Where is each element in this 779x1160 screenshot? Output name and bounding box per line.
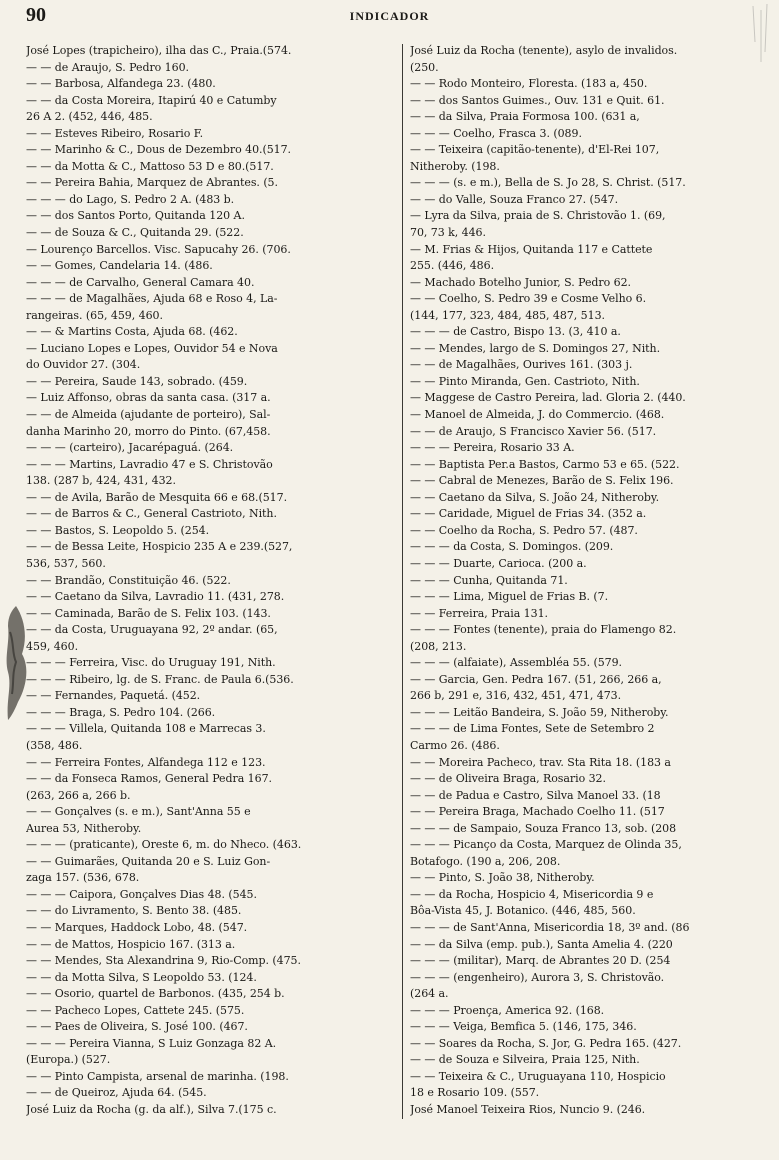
left-column-entry-line: (Europa.) (527.: [26, 1053, 111, 1067]
right-column-entry-line: — — Baptista Per.a Bastos, Carmo 53 e 65. (522.: [410, 457, 680, 471]
left-column-entry-line: — — Paes de Oliveira, S. José 100. (467.: [26, 1020, 248, 1034]
right-column-entry-line: — — Mendes, largo de S. Domingos 27, Nith.: [410, 341, 661, 355]
right-column-entry-line: — — Rodo Monteiro, Floresta. (183 a, 450.: [410, 77, 648, 91]
left-column-entry-line: — — — Villela, Quitanda 108 e Marrecas 3.: [26, 722, 266, 736]
right-column-entry-line: — — — (alfaiate), Assembléa 55. (579.: [410, 656, 623, 670]
right-column-entry-line: Nitheroby. (198.: [410, 159, 500, 173]
right-column-entry-line: — — — Fontes (tenente), praia do Flamengo 82.: [410, 623, 677, 637]
left-column-entry-line: — — de Mattos, Hospicio 167. (313 a.: [26, 937, 236, 951]
right-column-entry-line: José Luiz da Rocha (tenente), asylo de invalidos.: [410, 44, 678, 57]
right-column-entry-line: — — — Cunha, Quitanda 71.: [410, 573, 568, 587]
right-column-entry-line: — — Ferreira, Praia 131.: [410, 606, 548, 620]
right-column-entry-line: — — Soares da Rocha, S. Jor, G. Pedra 165. (427.: [410, 1036, 682, 1050]
left-column-entry-line: — — da Costa, Uruguayana 92, 2º andar. (65,: [26, 623, 278, 637]
right-column-entry-line: — Lyra da Silva, praia de S. Christovão 1. (69,: [410, 209, 666, 223]
right-column-entry-line: — — dos Santos Guimes., Ouv. 131 e Quit. 61.: [410, 93, 665, 107]
right-column-entry-line: José Manoel Teixeira Rios, Nuncio 9. (246.: [410, 1103, 646, 1116]
left-column-entry-line: — — — Caipora, Gonçalves Dias 48. (545.: [26, 887, 257, 901]
left-column-entry-line: (358, 486.: [26, 738, 83, 752]
left-column-entry-line: — — Gomes, Candelaria 14. (486.: [26, 259, 213, 273]
right-column-entry-line: Carmo 26. (486.: [410, 738, 500, 752]
left-column-entry-line: — Luiz Affonso, obras da santa casa. (317 a.: [26, 391, 271, 405]
right-column-entry-line: (144, 177, 323, 484, 485, 487, 513.: [410, 308, 605, 322]
left-column-entry-line: — — de Barros & C., General Castrioto, Nith.: [26, 507, 277, 521]
left-column-entry-line: — Luciano Lopes e Lopes, Ouvidor 54 e Nova: [26, 341, 278, 355]
right-column-entry-line: — — Coelho, S. Pedro 39 e Cosme Velho 6.: [410, 292, 647, 306]
right-column-entry-line: — — — da Costa, S. Domingos. (209.: [410, 540, 614, 554]
left-column-entry-line: do Ouvidor 27. (304.: [26, 358, 141, 372]
right-column-entry-line: — — Teixeira (capitão-tenente), d'El-Rei 107,: [410, 143, 660, 157]
left-column-entry-line: — — de Queiroz, Ajuda 64. (545.: [26, 1086, 207, 1100]
left-column-entry-line: — — Ferreira Fontes, Alfandega 112 e 123.: [26, 755, 266, 769]
left-column-entry-line: — — Guimarães, Quitanda 20 e S. Luiz Gon-: [26, 854, 271, 868]
right-column-entry-line: — — — de Castro, Bispo 13. (3, 410 a.: [410, 325, 621, 339]
right-column-entry-line: — — Pinto Miranda, Gen. Castrioto, Nith.: [410, 374, 640, 388]
right-column-entry-line: — — — Lima, Miguel de Frias B. (7.: [410, 590, 609, 604]
right-column-entry-line: Botafogo. (190 a, 206, 208.: [410, 854, 561, 868]
right-column: [410, 43, 759, 1119]
left-column-entry-line: — — Pacheco Lopes, Cattete 245. (575.: [26, 1003, 245, 1017]
right-column-entry-line: — — — Duarte, Carioca. (200 a.: [410, 556, 587, 570]
right-column-entry-line: — — da Rocha, Hospicio 4, Misericordia 9 e: [410, 887, 654, 901]
right-column-entry-line: — Machado Botelho Junior, S. Pedro 62.: [410, 275, 631, 289]
right-column-entry-line: (208, 213.: [410, 639, 467, 653]
left-column-entry-line: — — Esteves Ribeiro, Rosario F.: [26, 126, 204, 140]
right-column-entry-line: — — Garcia, Gen. Pedra 167. (51, 266, 266 a,: [410, 672, 662, 686]
right-column-entry-line: 18 e Rosario 109. (557.: [410, 1086, 540, 1100]
right-column-entry-line: — — de Araujo, S Francisco Xavier 56. (517.: [410, 424, 657, 438]
left-column-entry-line: — — de Almeida (ajudante de porteiro), Sal-: [26, 408, 271, 422]
left-column-entry-line: — — — do Lago, S. Pedro 2 A. (483 b.: [26, 192, 235, 206]
right-column-entry-line: — — de Souza e Silveira, Praia 125, Nith.: [410, 1053, 640, 1067]
left-column-entry-line: — — de Avila, Barão de Mesquita 66 e 68.(517.: [26, 490, 288, 504]
left-column-entry-line: José Luiz da Rocha (g. da alf.), Silva 7.(175 c.: [26, 1103, 277, 1116]
left-column-entry-line: — — Caminada, Barão de S. Felix 103. (143.: [26, 606, 271, 620]
right-column-entry-line: (250.: [410, 60, 439, 74]
left-column-entry-line: — — Gonçalves (s. e m.), Sant'Anna 55 e: [26, 805, 251, 819]
left-column-entry-line: — — — Martins, Lavradio 47 e S. Christovão: [26, 457, 273, 471]
right-column-entry-line: — — do Valle, Souza Franco 27. (547.: [410, 192, 619, 206]
bleed-through-mark-icon: [749, 2, 771, 92]
left-column-entry-line: danha Marinho 20, morro do Pinto. (67,458.: [26, 424, 271, 438]
right-column-entry-line: — — Pinto, S. João 38, Nitheroby.: [410, 871, 595, 885]
left-column-entry-line: — — dos Santos Porto, Quitanda 120 A.: [26, 209, 245, 223]
right-column-entry-line: — — — Proença, America 92. (168.: [410, 1003, 605, 1017]
right-column-entry-line: — — — Leitão Bandeira, S. João 59, Nitheroby.: [410, 705, 669, 719]
left-column-entry-line: — — da Costa Moreira, Itapirú 40 e Catumby: [26, 93, 277, 107]
right-column-entry-line: — Manoel de Almeida, J. do Commercio. (468.: [410, 408, 665, 422]
left-column-entry-line: zaga 157. (536, 678.: [26, 871, 140, 885]
running-head: INDICADOR: [349, 9, 430, 23]
left-column-entry-line: — — Pinto Campista, arsenal de marinha. (198.: [26, 1069, 289, 1083]
left-column-entry-line: — — da Fonseca Ramos, General Pedra 167.: [26, 772, 272, 786]
left-column-entry-line: Aurea 53, Nitheroby.: [26, 821, 142, 835]
left-column-entry-line: — — de Souza & C., Quitanda 29. (522.: [26, 226, 244, 240]
right-column-entry-line: — M. Frias & Hijos, Quitanda 117 e Cattete: [410, 242, 653, 256]
right-column-entry-line: — — de Padua e Castro, Silva Manoel 33. (18: [410, 788, 661, 802]
right-column-entry-line: — — — (s. e m.), Bella de S. Jo 28, S. Christ. (517.: [410, 176, 686, 190]
right-column-entry-line: — — — (engenheiro), Aurora 3, S. Christovão.: [410, 970, 665, 984]
left-column-entry-line: 138. (287 b, 424, 431, 432.: [26, 474, 176, 488]
left-column-entry-line: — — — de Carvalho, General Camara 40.: [26, 275, 255, 289]
left-column-entry-line: — — Brandão, Constituição 46. (522.: [26, 573, 231, 587]
left-column-entry-line: — — — de Magalhães, Ajuda 68 e Roso 4, La-: [26, 292, 278, 306]
right-column-entry-line: — — de Oliveira Braga, Rosario 32.: [410, 772, 606, 786]
page-number: 90: [26, 4, 46, 26]
right-column-entry-line: — — Coelho da Rocha, S. Pedro 57. (487.: [410, 523, 638, 537]
left-column-entry-line: — — — (praticante), Oreste 6, m. do Nheco. (463.: [26, 838, 302, 852]
right-column-entry-line: — Maggese de Castro Pereira, lad. Gloria 2. (440.: [410, 391, 686, 405]
right-column-entry-line: — — de Magalhães, Ourives 161. (303 j.: [410, 358, 633, 372]
left-column: [26, 43, 397, 1119]
right-column-entry-line: — — Moreira Pacheco, trav. Sta Rita 18. (183 a: [410, 755, 671, 769]
left-column-entry-line: rangeiras. (65, 459, 460.: [26, 308, 163, 322]
right-column-entry-line: — — — (militar), Marq. de Abrantes 20 D. (254: [410, 954, 671, 968]
right-column-entry-line: — — — Coelho, Frasca 3. (089.: [410, 126, 582, 140]
right-column-entry-line: — — — de Lima Fontes, Sete de Setembro 2: [410, 722, 655, 736]
right-column-entry-line: 255. (446, 486.: [410, 259, 495, 273]
right-column-entry-line: — — Caetano da Silva, S. João 24, Nitheroby.: [410, 490, 660, 504]
right-column-entry-line: — — da Silva, Praia Formosa 100. (631 a,: [410, 110, 640, 124]
left-column-entry-line: — — do Livramento, S. Bento 38. (485.: [26, 904, 242, 918]
left-column-entry-line: — — de Araujo, S. Pedro 160.: [26, 60, 189, 74]
left-column-entry-line: — — Osorio, quartel de Barbonos. (435, 254 b.: [26, 987, 285, 1001]
left-column-entry-line: (263, 266 a, 266 b.: [26, 788, 131, 802]
left-column-entry-line: — Lourenço Barcellos. Visc. Sapucahy 26. (706.: [26, 242, 291, 256]
left-column-entry-line: — — Bastos, S. Leopoldo 5. (254.: [26, 523, 210, 537]
right-column-entry-line: — — — de Sant'Anna, Misericordia 18, 3º and. (86: [410, 920, 690, 934]
left-column-entry-line: 459, 460.: [26, 639, 79, 653]
left-column-entry-line: — — — Ribeiro, lg. de S. Franc. de Paula 6.(536.: [26, 672, 294, 686]
left-column-entry-line: — — da Motta & C., Mattoso 53 D e 80.(517.: [26, 159, 274, 173]
left-column-entry-line: — — Mendes, Sta Alexandrina 9, Rio-Comp. (475.: [26, 954, 301, 968]
right-column-entry-line: — — — Pereira, Rosario 33 A.: [410, 441, 575, 455]
left-column-entry-line: — — Marques, Haddock Lobo, 48. (547.: [26, 920, 248, 934]
left-column-entry-line: — — & Martins Costa, Ajuda 68. (462.: [26, 325, 238, 339]
ink-smudge-icon: [2, 602, 32, 722]
right-column-entry-line: — — — Veiga, Bemfica 5. (146, 175, 346.: [410, 1020, 637, 1034]
left-column-entry-line: 26 A 2. (452, 446, 485.: [26, 110, 153, 124]
left-column-entry-line: — — — (carteiro), Jacarépaguá. (264.: [26, 441, 234, 455]
left-column-entry-line: — — Fernandes, Paquetá. (452.: [26, 689, 201, 703]
right-column-entry-line: 70, 73 k, 446.: [410, 226, 486, 240]
left-column-entry-line: — — Pereira, Saude 143, sobrado. (459.: [26, 374, 248, 388]
left-column-entry-line: 536, 537, 560.: [26, 556, 106, 570]
right-column-entry-line: — — — de Sampaio, Souza Franco 13, sob. (208: [410, 821, 677, 835]
left-column-entry-line: — — — Pereira Vianna, S Luiz Gonzaga 82 A.: [26, 1036, 277, 1050]
left-column-entry-line: — — de Bessa Leite, Hospicio 235 A e 239.(527,: [26, 540, 293, 554]
left-column-entry-line: José Lopes (trapicheiro), ilha das C., Praia.(574.: [26, 44, 292, 57]
right-column-entry-line: Bôa-Vista 45, J. Botanico. (446, 485, 560.: [410, 904, 636, 918]
left-column-entry-line: — — — Braga, S. Pedro 104. (266.: [26, 705, 216, 719]
right-column-entry-line: — — Caridade, Miguel de Frias 34. (352 a.: [410, 507, 647, 521]
left-column-entry-line: — — da Motta Silva, S Leopoldo 53. (124.: [26, 970, 257, 984]
left-column-entry-line: — — — Ferreira, Visc. do Uruguay 191, Nith.: [26, 656, 276, 670]
left-column-entry-line: — — Caetano da Silva, Lavradio 11. (431, 278.: [26, 590, 285, 604]
right-column-entry-line: 266 b, 291 e, 316, 432, 451, 471, 473.: [410, 689, 622, 703]
left-column-entry-line: — — Pereira Bahia, Marquez de Abrantes. (5.: [26, 176, 278, 190]
right-column-entry-line: — — da Silva (emp. pub.), Santa Amelia 4. (220: [410, 937, 673, 951]
right-column-entry-line: — — Teixeira & C., Uruguayana 110, Hospicio: [410, 1069, 666, 1083]
right-column-entry-line: (264 a.: [410, 987, 449, 1001]
right-column-entry-line: — — Cabral de Menezes, Barão de S. Felix 196.: [410, 474, 674, 488]
right-column-entry-line: — — Pereira Braga, Machado Coelho 11. (517: [410, 805, 665, 819]
right-column-entry-line: — — — Picanço da Costa, Marquez de Olinda 35,: [410, 838, 682, 852]
left-column-entry-line: — — Barbosa, Alfandega 23. (480.: [26, 77, 216, 91]
left-column-entry-line: — — Marinho & C., Dous de Dezembro 40.(517.: [26, 143, 292, 157]
column-divider: [402, 44, 403, 1119]
